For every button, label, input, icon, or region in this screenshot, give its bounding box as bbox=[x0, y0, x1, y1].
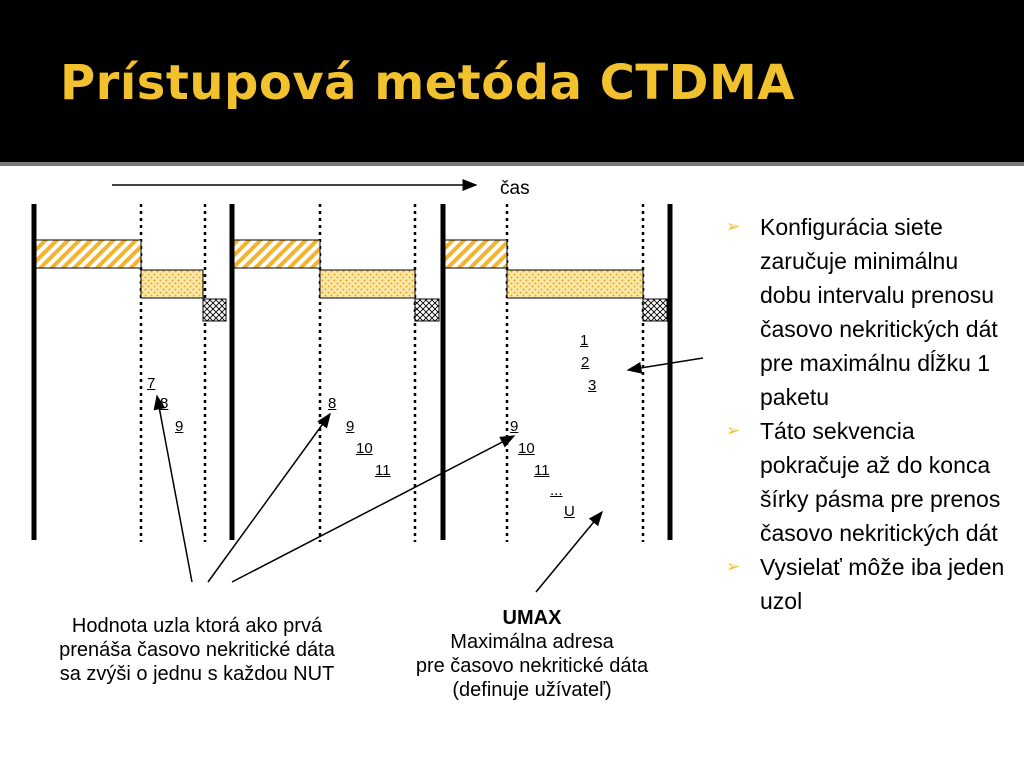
umax-line: pre časovo nekritické dáta bbox=[415, 655, 649, 677]
node-number: 10 bbox=[356, 440, 373, 457]
umax-line: (definuje užívateľ) bbox=[452, 679, 612, 701]
scheduled-data-bar bbox=[36, 240, 141, 268]
umax-line: Maximálna adresa bbox=[450, 631, 614, 653]
unscheduled-data-bar bbox=[320, 270, 415, 298]
scheduled-data-bar bbox=[234, 240, 320, 268]
node-number: 8 bbox=[328, 395, 337, 412]
node-number: 10 bbox=[518, 440, 535, 457]
bullet-text: Vysielať môže iba jeden uzol bbox=[760, 554, 1005, 614]
node-number: ... bbox=[550, 482, 563, 499]
time-axis-label: čas bbox=[500, 178, 530, 199]
node-number: 11 bbox=[534, 462, 550, 479]
bullet-item bbox=[722, 414, 1012, 550]
node-number: 2 bbox=[581, 354, 590, 371]
node-number: 9 bbox=[346, 418, 355, 435]
unscheduled-data-bar bbox=[141, 270, 203, 298]
bullet-text: Konfigurácia siete zaručuje minimálnu dobu intervalu prenosu časovo nekritických dát pre maximálnu dĺžku 1 paketu bbox=[760, 214, 998, 410]
node-number: U bbox=[564, 503, 575, 520]
pointer-line bbox=[208, 414, 330, 582]
node-number: 9 bbox=[510, 418, 519, 435]
pointer-line bbox=[628, 358, 703, 370]
pointer-line bbox=[536, 512, 602, 592]
node-value-note: Hodnota uzla ktorá ako prvá prenáša časovo nekritické dáta sa zvýši o jednu s každou NUT bbox=[59, 615, 335, 685]
bullet-arrow-icon: ➢ bbox=[726, 557, 741, 576]
slide-title: Prístupová metóda CTDMA bbox=[60, 55, 795, 111]
bullet-arrow-icon: ➢ bbox=[726, 217, 741, 236]
pointer-line bbox=[232, 436, 514, 582]
bullet-list bbox=[722, 210, 1012, 618]
bullet-text: Táto sekvencia pokračuje až do konca šírky pásma pre prenos časovo nekritických dát bbox=[760, 418, 1001, 546]
scheduled-data-bar bbox=[445, 240, 507, 268]
node-number: 9 bbox=[175, 418, 184, 435]
umax-title: UMAX bbox=[502, 607, 562, 629]
guardband-bar bbox=[643, 299, 667, 321]
node-number: 3 bbox=[588, 377, 597, 394]
node-number: 7 bbox=[147, 375, 156, 392]
bullet-item bbox=[722, 550, 1012, 618]
node-number: 8 bbox=[160, 395, 169, 412]
umax-note bbox=[410, 606, 654, 702]
guardband-bar bbox=[415, 299, 439, 321]
bullet-arrow-icon: ➢ bbox=[726, 421, 741, 440]
node-number: 11 bbox=[375, 462, 391, 479]
unscheduled-data-bar bbox=[507, 270, 643, 298]
bullet-item bbox=[722, 210, 1012, 414]
node-number: 1 bbox=[580, 332, 589, 349]
guardband-bar bbox=[203, 299, 226, 321]
